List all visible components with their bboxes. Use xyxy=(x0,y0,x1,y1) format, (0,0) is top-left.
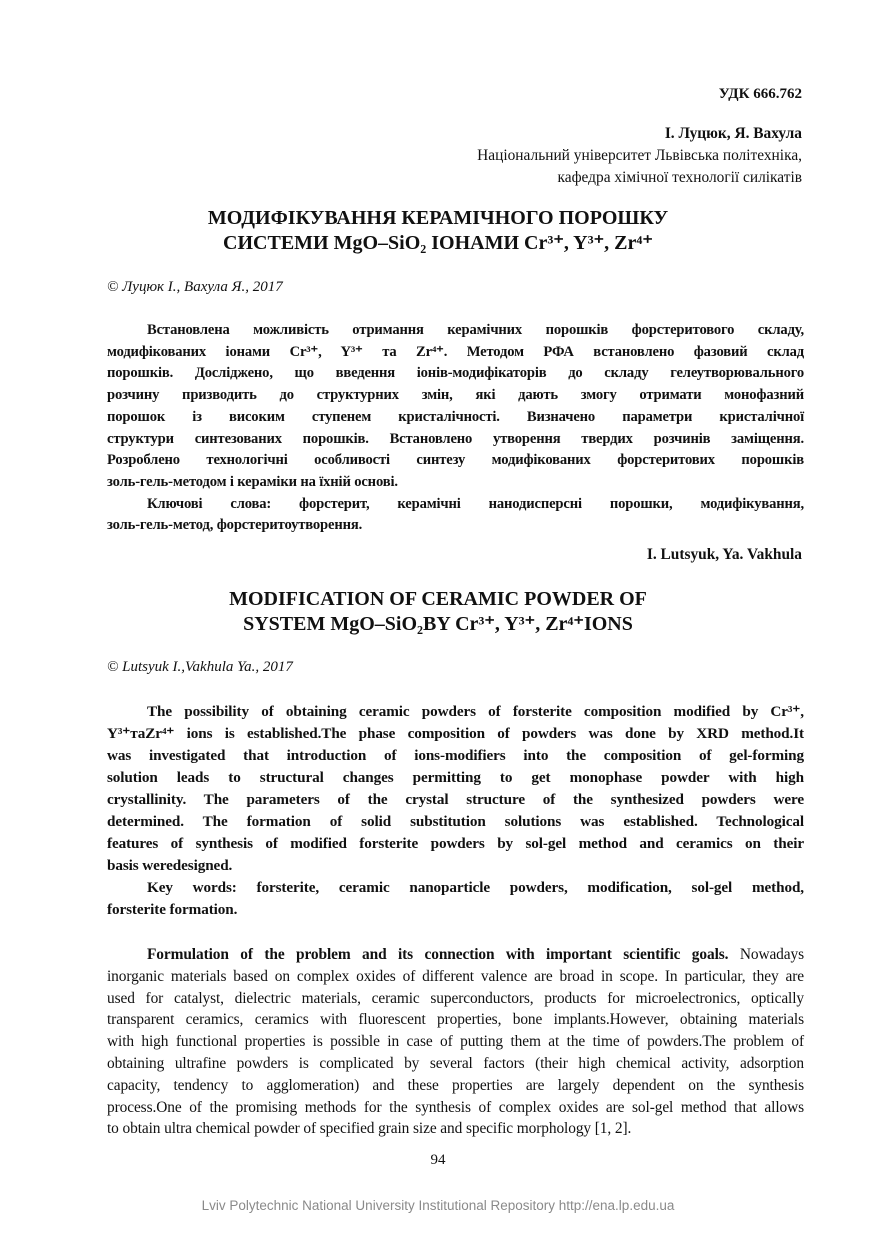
abstract-line: crystallinity. The parameters of the crystal structure of the synthesized powders were xyxy=(107,791,804,808)
body-line: used for catalyst, dielectric materials, ceramic superconductors, products for microelectronics, optically xyxy=(107,989,804,1007)
abstract-line: модифікованих іонами Cr³⁺, Y³⁺ та Zr⁴⁺. Методом РФА встановлено фазовий склад xyxy=(107,343,804,360)
abstract-line: порошок із високим ступенем кристалічності. Визначено параметри кристалічної xyxy=(107,408,804,425)
body-first-line xyxy=(107,944,804,966)
body-line: transparent ceramics, ceramics with fluorescent properties, bone implants.However, obtaining materials xyxy=(107,1011,804,1029)
uk-author-block xyxy=(477,123,802,189)
abstract-line: розчину призводить до структурних змін, які дають змогу отримати монофазний xyxy=(107,387,804,404)
section-heading: Formulation of the problem and its connection with important scientific goals. xyxy=(147,946,729,963)
en-copyright: © Lutsyuk I.,Vakhula Ya., 2017 xyxy=(107,659,293,675)
abstract-line: Y³⁺таZr⁴⁺ ions is established.The phase composition of powders was done by XRD method.It xyxy=(107,725,804,742)
repository-footer: Lviv Polytechnic National University Institutional Repository http://ena.lp.edu.ua xyxy=(201,1198,675,1213)
abstract-line: The possibility of obtaining ceramic powders of forsterite composition modified by Cr³⁺, xyxy=(147,703,804,720)
body-line: with high functional properties is possible in case of putting them at the time of powders.The problem of xyxy=(107,1033,804,1051)
en-title-line: MODIFICATION OF CERAMIC POWDER OF xyxy=(229,588,647,610)
en-authors: I. Lutsyuk, Ya. Vakhula xyxy=(646,546,802,563)
uk-affiliation: Національний університет Львівська політехніка, xyxy=(477,147,802,164)
keywords-line: Key words: forsterite, ceramic nanoparticle powders, modification, sol-gel method, xyxy=(147,879,804,896)
abstract-line: basis weredesigned. xyxy=(107,857,233,874)
en-abstract xyxy=(107,701,804,921)
uk-title-line: СИСТЕМИ MgO–SiO₂ ІОНАМИ Cr³⁺, Y³⁺, Zr⁴⁺ xyxy=(223,232,653,254)
abstract-line: Встановлена можливість отримання керамічних порошків форстеритового складу, xyxy=(147,322,804,338)
keywords-line: forsterite formation. xyxy=(107,901,238,918)
abstract-line: solution leads to structural changes permitting to get monophase powder with high xyxy=(107,769,804,786)
uk-authors: І. Луцюк, Я. Вахула xyxy=(664,125,802,142)
abstract-line: features of synthesis of modified forsterite powders by sol-gel method and ceramics on their xyxy=(107,835,804,852)
body-line: inorganic materials based on complex oxides of different valence are broad in scope. In particular, they are xyxy=(107,967,804,985)
keywords-line: золь-гель-метод, форстеритоутворення. xyxy=(107,517,363,534)
body-line: obtaining ultrafine powders is complicated by several factors (their high chemical activity, adsorption xyxy=(107,1054,804,1072)
abstract-line: золь-гель-методом і кераміки на їхній основі. xyxy=(107,473,398,490)
uk-title xyxy=(0,206,876,256)
en-title-line: SYSTEM MgO–SiO₂BY Cr³⁺, Y³⁺, Zr⁴⁺IONS xyxy=(243,613,633,635)
page-number: 94 xyxy=(430,1152,446,1168)
abstract-line: determined. The formation of solid substitution solutions was established. Technological xyxy=(107,813,804,830)
keywords-line: Ключові слова: форстерит, керамічні нанодисперсні порошки, модифікування, xyxy=(147,495,804,512)
uk-abstract xyxy=(107,320,804,537)
abstract-line: Розроблено технологічні особливості синтезу модифікованих форстеритових порошків xyxy=(107,452,804,469)
body-text xyxy=(107,944,804,1140)
body-line: process.One of the promising methods for the synthesis of complex oxides are sol-gel method that allows xyxy=(107,1098,804,1116)
uk-copyright: © Луцюк І., Вахула Я., 2017 xyxy=(107,279,283,295)
body-line: capacity, tendency to agglomeration) and these properties are largely dependent on the synthesis xyxy=(107,1076,804,1094)
en-title xyxy=(0,587,876,637)
abstract-line: was investigated that introduction of ions-modifiers into the composition of gel-forming xyxy=(107,747,804,764)
uk-title-line: МОДИФІКУВАННЯ КЕРАМІЧНОГО ПОРОШКУ xyxy=(207,207,669,229)
body-line: to obtain ultra chemical powder of specified grain size and specific morphology [1, 2]. xyxy=(107,1120,632,1138)
udc-code: УДК 666.762 xyxy=(718,86,802,102)
abstract-line: порошків. Досліджено, що введення іонів-модифікаторів до складу гелеутворювального xyxy=(107,365,804,382)
uk-department: кафедра хімічної технології силікатів xyxy=(557,169,802,186)
body-text-span: Nowadays xyxy=(739,946,804,963)
abstract-line: структури синтезованих порошків. Встановлено утворення твердих розчинів заміщення. xyxy=(107,430,804,447)
